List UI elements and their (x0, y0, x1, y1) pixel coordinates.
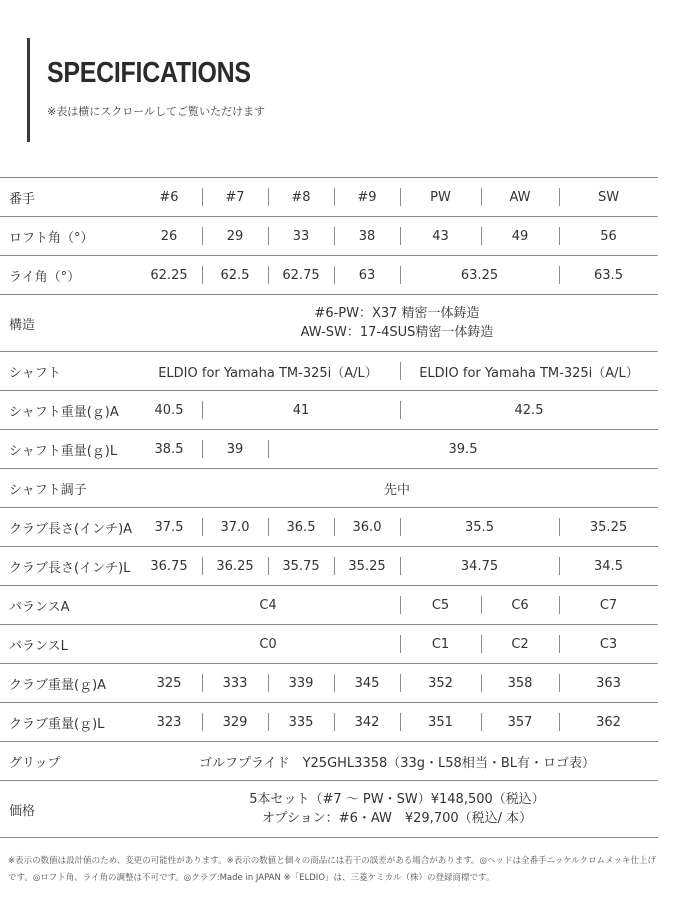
spec-cell: 345 (334, 664, 400, 703)
row-label: クラブ重量(ｇ)A (9, 677, 107, 693)
table-row (0, 508, 658, 547)
spec-cell: 56 (559, 217, 658, 256)
spec-cell: 325 (156, 675, 182, 691)
spec-cell: SW (559, 178, 658, 217)
row-label: ロフト角（°） (9, 230, 94, 246)
spec-cell: 39.5 (268, 430, 658, 469)
spec-cell: 323 (156, 714, 182, 730)
spec-cell: 62.75 (268, 256, 334, 295)
spec-cell: 329 (202, 703, 268, 742)
spec-cell: 38.5 (154, 441, 184, 457)
table-row (0, 586, 658, 625)
spec-cell: 62.5 (202, 256, 268, 295)
row-label: 価格 (9, 803, 36, 819)
table-row (0, 178, 658, 217)
spec-cell: 35.25 (334, 547, 400, 586)
spec-cell: 363 (559, 664, 658, 703)
title-accent-bar (27, 38, 30, 142)
spec-cell: C0 (259, 636, 277, 652)
spec-cell: 63.25 (400, 256, 559, 295)
spec-cell: 5本セット（#7 ～ PW・SW）¥148,500（税込） オプション：#6・AW ¥29,700（税込/ 本） (249, 792, 545, 826)
spec-cell: AW (481, 178, 559, 217)
row-label: バランスL (9, 638, 68, 654)
spec-cell: 351 (400, 703, 481, 742)
spec-cell: 342 (334, 703, 400, 742)
table-row (0, 430, 658, 469)
spec-cell: C2 (481, 625, 559, 664)
spec-cell: 34.5 (559, 547, 658, 586)
spec-cell: C4 (259, 597, 277, 613)
spec-cell: 35.75 (268, 547, 334, 586)
table-row (0, 664, 658, 703)
spec-cell: 36.25 (202, 547, 268, 586)
spec-cell: 358 (481, 664, 559, 703)
table-row (0, 547, 658, 586)
spec-cell: PW (400, 178, 481, 217)
spec-cell: 62.25 (150, 267, 188, 283)
row-label: 番手 (9, 191, 36, 207)
spec-cell: #8 (268, 178, 334, 217)
spec-cell: ELDIO for Yamaha TM-325i（A/L） (158, 365, 378, 381)
row-label: ライ角（°） (9, 269, 81, 285)
spec-cell: 43 (400, 217, 481, 256)
spec-cell: 26 (160, 228, 178, 244)
spec-cell: 40.5 (154, 402, 184, 418)
spec-cell: 63.5 (559, 256, 658, 295)
row-label: クラブ重量(ｇ)L (9, 716, 105, 732)
spec-cell: 339 (268, 664, 334, 703)
table-row (0, 703, 658, 742)
spec-cell: 37.5 (154, 519, 184, 535)
row-label: シャフト重量(ｇ)A (9, 404, 119, 420)
spec-cell: 63 (334, 256, 400, 295)
table-row (0, 391, 658, 430)
spec-cell: #9 (334, 178, 400, 217)
spec-cell: 36.5 (268, 508, 334, 547)
spec-cell: 362 (559, 703, 658, 742)
spec-cell: 33 (268, 217, 334, 256)
row-label: 構造 (9, 317, 36, 333)
spec-cell: #6 (159, 189, 179, 205)
spec-cell: C7 (559, 586, 658, 625)
row-label: バランスA (9, 599, 70, 615)
table-row (0, 625, 658, 664)
spec-cell: 333 (202, 664, 268, 703)
spec-cell: C3 (559, 625, 658, 664)
table-row (0, 295, 658, 352)
spec-cell: 35.5 (400, 508, 559, 547)
row-label: シャフト (9, 365, 61, 381)
spec-cell: 36.75 (150, 558, 188, 574)
table-row (0, 781, 658, 838)
scroll-hint: ※表は横にスクロールしてご覧いただけます (47, 105, 265, 118)
spec-cell: #7 (202, 178, 268, 217)
spec-cell: 36.0 (334, 508, 400, 547)
spec-cell: ゴルフプライド Y25GHL3358（33g・L58相当・BL有・ロゴ表） (198, 755, 595, 771)
row-label: グリップ (9, 755, 61, 771)
spec-cell: 49 (481, 217, 559, 256)
row-label: クラブ長さ(インチ)L (9, 560, 131, 576)
spec-cell: 42.5 (400, 391, 658, 430)
spec-cell: 357 (481, 703, 559, 742)
spec-cell: 35.25 (559, 508, 658, 547)
spec-cell: 39 (202, 430, 268, 469)
spec-cell: 335 (268, 703, 334, 742)
page-title: SPECIFICATIONS (47, 57, 251, 89)
spec-cell: 34.75 (400, 547, 559, 586)
row-label: クラブ長さ(インチ)A (9, 521, 133, 537)
footnote-line: です。◎ロフト角、ライ角の調整は不可です。◎クラブ:Made in JAPAN ※「ELDIO」は、三菱ケミカル（株）の登録商標です。 (8, 873, 495, 883)
spec-cell: 352 (400, 664, 481, 703)
footnote-line: ※表示の数値は設計値のため、変更の可能性があります。※表示の数値と個々の商品には若干の誤差がある場合があります。◎ヘッドは全番手ニッケルクロムメッキ仕上げ (8, 856, 657, 866)
row-label: シャフト調子 (9, 482, 87, 498)
spec-cell: C5 (400, 586, 481, 625)
table-row (0, 217, 658, 256)
spec-cell: #6-PW：X37 精密一体鋳造 AW-SW：17-4SUS精密一体鋳造 (300, 306, 494, 340)
spec-table (0, 177, 658, 838)
spec-cell: C6 (481, 586, 559, 625)
spec-cell: C1 (400, 625, 481, 664)
table-row (0, 469, 658, 508)
spec-cell: 37.0 (202, 508, 268, 547)
footnotes (8, 853, 694, 887)
table-row (0, 256, 658, 295)
spec-cell: 29 (202, 217, 268, 256)
table-row (0, 352, 658, 391)
spec-cell: 41 (202, 391, 400, 430)
spec-cell: 先中 (383, 482, 410, 498)
spec-cell: ELDIO for Yamaha TM-325i（A/L） (400, 352, 658, 391)
table-row (0, 742, 658, 781)
row-label: シャフト重量(ｇ)L (9, 443, 118, 459)
spec-cell: 38 (334, 217, 400, 256)
